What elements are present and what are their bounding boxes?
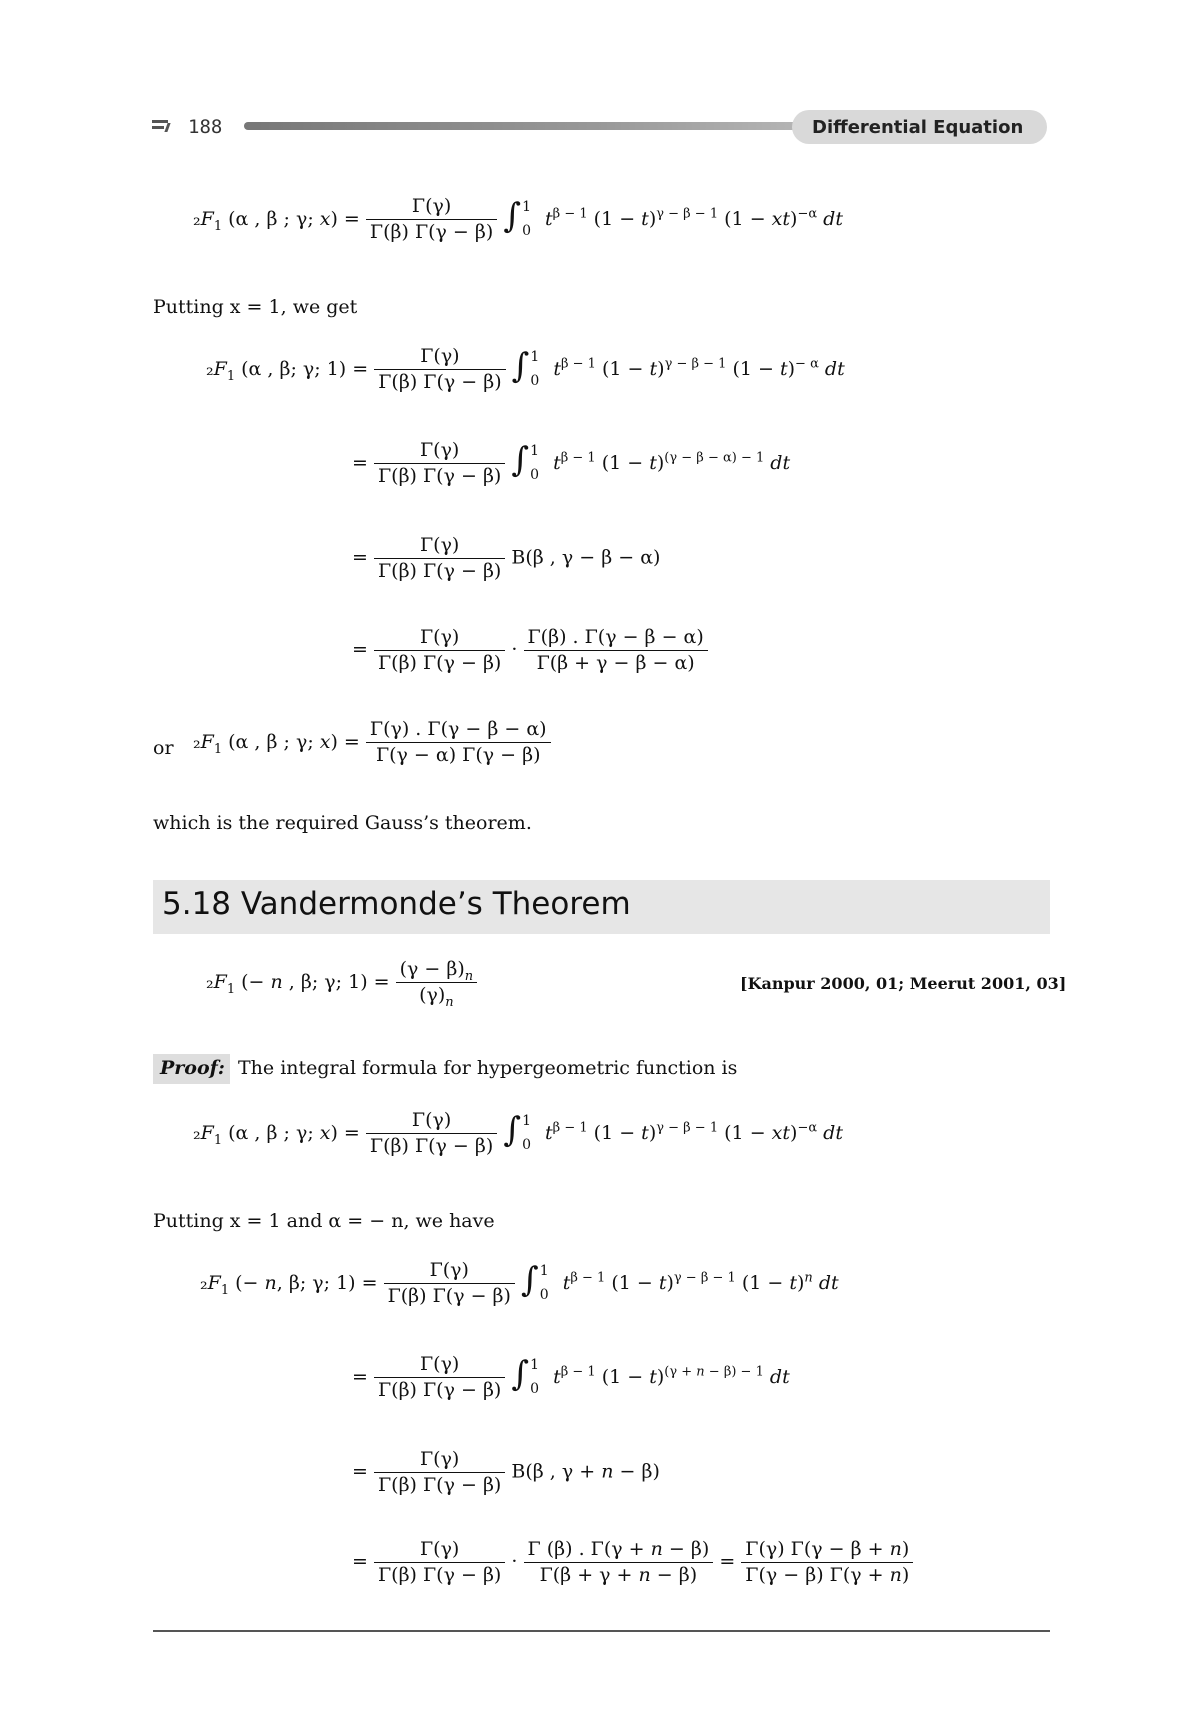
text-putting-x1-alpha: Putting x = 1 and α = − n, we have xyxy=(153,1210,495,1232)
equation-gauss-step-4: = $\frac{\Gamma(\gamma)}{\Gamma(\beta) \Gamma(\gamma - \beta)}$ · $\frac{\Gamma(\beta) . \Gamma(\gamma - \beta - \alpha)}{\Gamma(\beta + \gamma - \beta - \alpha)}$ xyxy=(352,628,708,673)
fraction: $\frac{\Gamma(\gamma)}{\Gamma(\beta) \Gamma(\gamma - \beta)}$ xyxy=(366,197,497,242)
equation-vandermonde-step-3: = $\frac{\Gamma(\gamma)}{\Gamma(\beta) \Gamma(\gamma - \beta)}$ B(β , γ + n − β) xyxy=(352,1448,660,1496)
equation-integral-formula: $_2F_1$ (α , β ; γ; x) = $\frac{\Gamma(\gamma)}{\Gamma(\beta) \Gamma(\gamma - \beta)}$ ∫ 1 0 $t^{\beta - 1}$ $(1 - t)^{\gamma - \beta - 1}$ (1 − xt)$^{-\alpha}$ dt xyxy=(193,1109,843,1158)
chapter-title: Differential Equation xyxy=(812,117,1024,138)
equation-hypergeometric-integral: $_2F_1$ (α , β ; γ; x) = $\frac{\Gamma(\gamma)}{\Gamma(\beta) \Gamma(\gamma - \beta)}$ ∫ 1 0 $t^{\beta - 1}$ $(1 - t)^{\gamma - \beta - 1}$ (1 − xt)$^{-\alpha}$ dt xyxy=(193,195,843,244)
text-or: or xyxy=(153,737,174,759)
equation-vandermonde-step-4: = $\frac{\Gamma(\gamma)}{\Gamma(\beta) \Gamma(\gamma - \beta)}$ · $\frac{\Gamma (\beta) . \Gamma(\gamma + n - \beta)}{\Gamma(\beta + \gamma + n - \beta)}$ = $\frac{\Gamma(\gamma) \Gamma(\gamma - \beta + n)}{\Gamma(\gamma - \beta) \Gamma(\gamma + n)}$ xyxy=(352,1540,913,1585)
text-putting-x1: Putting x = 1, we get xyxy=(153,296,358,318)
equation-vandermonde-step-1: $_2F_1$ (− n, β; γ; 1) = $\frac{\Gamma(\gamma)}{\Gamma(\beta) \Gamma(\gamma - \beta)}$ ∫ 1 0 $t^{\beta - 1}$ $(1 - t)^{\gamma - \beta - 1}$ $(1 - t)^n$ dt xyxy=(200,1259,839,1308)
equation-gauss-step-3: = $\frac{\Gamma(\gamma)}{\Gamma(\beta) \Gamma(\gamma - \beta)}$ B(β , γ − β − α) xyxy=(352,534,661,582)
proof-intro: The integral formula for hypergeometric function is xyxy=(238,1057,738,1079)
equation-gauss-step-2: = $\frac{\Gamma(\gamma)}{\Gamma(\beta) \Gamma(\gamma - \beta)}$ ∫ 1 0 $t^{\beta - 1}$ $(1 - t)^{(\gamma - \beta - \alpha) - 1}$ dt xyxy=(352,439,791,488)
equation-vandermonde-statement: $_2F_1$ (− n , β; γ; 1) = $\frac{(\gamma - \beta)_n}{(\gamma)_n}$ xyxy=(206,960,477,1005)
text-gauss-conclusion: which is the required Gauss’s theorem. xyxy=(153,812,532,834)
proof-label: Proof: xyxy=(160,1057,225,1079)
equation-gauss-step-1: $_2F_1$ (α , β; γ; 1) = $\frac{\Gamma(\gamma)}{\Gamma(\beta) \Gamma(\gamma - \beta)}$ ∫ 1 0 $t^{\beta - 1}$ $(1 - t)^{\gamma - \beta - 1}$ $(1 - t)^{- \alpha}$ dt xyxy=(206,345,845,394)
footer-rule xyxy=(153,1630,1050,1632)
equation-gauss-theorem: $_2F_1$ (α , β ; γ; x) = $\frac{\Gamma(\gamma) . \Gamma(\gamma - \beta - \alpha)}{\Gamma(\gamma - \alpha) \Gamma(\gamma - \beta)}$ xyxy=(193,720,551,765)
running-header xyxy=(152,110,1050,148)
equation-vandermonde-step-2: = $\frac{\Gamma(\gamma)}{\Gamma(\beta) \Gamma(\gamma - \beta)}$ ∫ 1 0 $t^{\beta - 1}$ $(1 - t)^{(\gamma + n - \beta) - 1}$ dt xyxy=(352,1353,790,1402)
header-ornament-icon xyxy=(152,120,172,132)
exam-reference: [Kanpur 2000, 01; Meerut 2001, 03] xyxy=(740,974,1067,993)
page-number: 188 xyxy=(188,116,223,138)
section-title: 5.18 Vandermonde’s Theorem xyxy=(162,886,631,922)
